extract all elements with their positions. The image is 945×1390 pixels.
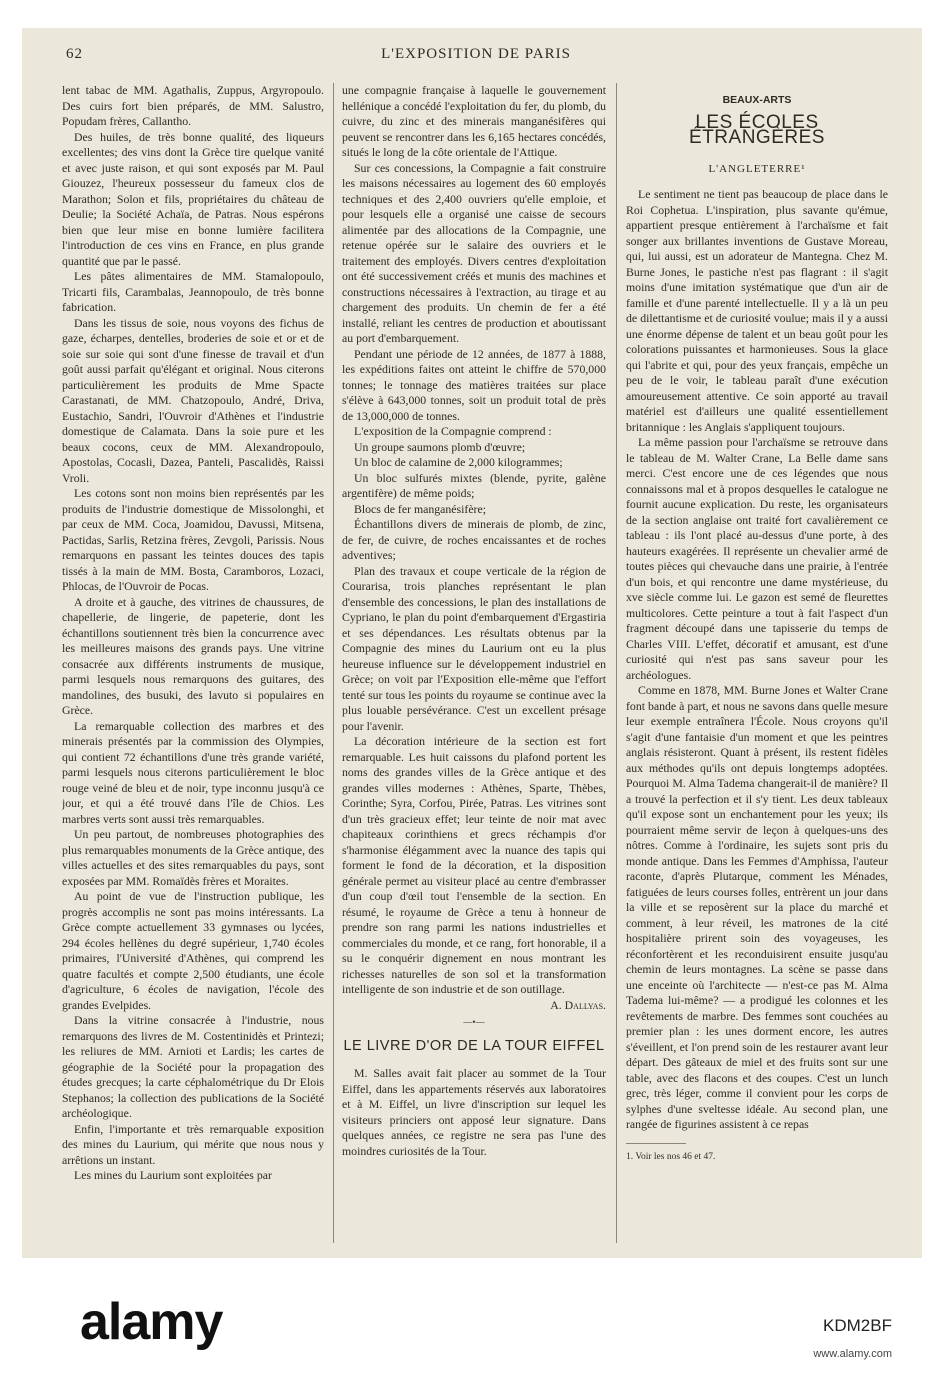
image-id: KDM2BF <box>823 1316 892 1335</box>
paragraph: Les pâtes alimentaires de MM. Stamalopoulo, Tricarti fils, Carambalas, Jeannopoulo, de très bonne fabrication. <box>62 269 324 314</box>
page-header <box>66 46 886 68</box>
paragraph: Dans les tissus de soie, nous voyons des fichus de gaze, écharpes, dentelles, broderies de soie et or et de soie sur soie qui sont d'une finesse de travail et d'un goût aussi parfait qu'élégant et original. Nous citerons particulièrement les produits de Mme Spacte Carastanati, de MM. Chatzopoulo, André, Driva, Eustachio, Sandri, l'Ouvroir d'Athènes et l'industrie domestique de Calamata. Dans la soie pure et les beaux cocons, ceux de MM. Alexandropoulo, Apostolas, Cocasli, Dazea, Panteli, Pascalidès, Raissi Vroli. <box>62 315 324 485</box>
paragraph: Un bloc sulfurés mixtes (blende, pyrite, galène argentifère) de même poids; <box>342 470 606 500</box>
paragraph: La décoration intérieure de la section est fort remarquable. Les huit caissons du plafond portent les noms des grandes villes de la Grèce antique et des grandes villes modernes : Athènes, Sparte, Thèbes, Corinthe; Syra, Corfou, Pirée, Patras. Les vitrines sont d'un très gracieux effet; leur teinte de noir mat avec chapiteaux corinthiens et grecs réchampis d'or s'harmonise élégamment avec la nuance des tapis qui forment le fond de la décoration, et la disposition générale permet au visiteur placé au centre d'embrasser d'un coup d'œil tout l'ensemble de la section. En résumé, le royaume de Grèce a tenu à honneur de prendre son rang parmi les nations industrielles et commerciales du monde, et ce rang, fort honorable, il a su le conquérir dignement en nous montrant les richesses naturelles de son sol et la transformation intelligente de son industrie et de son outillage. <box>342 734 606 996</box>
article-heading-livre-dor: LE LIVRE D'OR DE LA TOUR EIFFEL <box>343 1037 605 1054</box>
paragraph: Le sentiment ne tient pas beaucoup de place dans le Roi Cophetua. L'inspiration, plus savante qu'émue, appartient presque entièrement à l'archaïsme et fait songer aux brillantes inventions de Gustave Moreau, qui, lui aussi, est un adorateur de Mantegna. Chez M. Burne Jones, le pastiche n'est pas flagrant : il s'agit moins d'une imitation systématique que d'un air de famille et d'une parenté intellectuelle. Il y a là un peu de dilettantisme et de curiosité voulue; mais il y a aussi une énorme dépense de talent et un beau goût pour les colorations puissantes et harmonieuses. Sous la glace qui l'abrite et qui, pour des yeux français, empêche un peu de le voir, le tableau paraît d'une exécution amoureusement attentive. Ce soin apporté au travail matériel est d'ailleurs une qualité essentiellement britannique : les Anglais s'appliquent toujours. <box>626 187 888 434</box>
paragraph: Un bloc de calamine de 2,000 kilogrammes; <box>354 455 563 469</box>
paragraph: lent tabac de MM. Agathalis, Zuppus, Argyropoulo. Des cuirs fort bien préparés, de MM. Salustro, Popudam frères, Callantho. <box>62 83 324 128</box>
paragraph: Les cotons sont non moins bien représentés par les produits de l'industrie domestique de Missolonghi, et par ceux de MM. Coca, Joamidou, Davussi, Mitsena, Pactidas, Sarlis, Retzina frères, Zevgoli, Parissis. Nous remarquons en passant les teintes douces des tapis tissés à la main de MM. Bosta, Caramboros, Lozaci, Phlocas, de l'Ouvroir de Pocas. <box>62 486 324 593</box>
paragraph: Plan des travaux et coupe verticale de la région de Courarisa, trois planches représentant le plan d'ensemble des concessions, le plan des installations de Cypriano, le plan du point d'embarquement d'Ergastiria et ses dépendances. Les résultats obtenus par la Compagnie des mines du Laurium ont eu la plus heureuse influence sur le développement industriel en Grèce; on voit par l'Exposition elle-même que l'effort tenté sur tous les points du royaume se continue avec la plus louable persévérance. C'est un excellent présage pour l'avenir. <box>342 563 606 733</box>
paragraph: M. Salles avait fait placer au sommet de la Tour Eiffel, dans les appartements réservés aux laboratoires et à M. Eiffel, un livre d'inscription sur lequel les visiteurs princiers ont apposé leur signature. Dans quelques années, ce registre ne sera pas l'une des moindres curiosités de la Tour. <box>342 1066 606 1158</box>
paragraph: L'exposition de la Compagnie comprend : <box>354 424 552 438</box>
paragraph: Échantillons divers de minerais de plomb, de zinc, de fer, de cuivre, de roches encaissantes et de roches adventives; <box>342 517 606 562</box>
paragraph: Dans la vitrine consacrée à l'industrie, nous remarquons des livres de M. Costentinidès et Printezi; les reliures de MM. Arnioti et Lardis; les cartes de géographie de la Société pour la propagation des études grecques; la carte céphalométrique du Dr Elois Stephanos; la collection des publications de la Société archéologique. <box>62 1013 324 1120</box>
paragraph: La même passion pour l'archaïsme se retrouve dans le tableau de M. Walter Crane, La Belle dame sans merci. C'est encore une de ces légendes que nous connaissons mal et à propos desquelles le catalogue ne fournit aucune explication. Du reste, les organisateurs de la section anglaise ont traité fort cavalièrement ce tableau : ils l'ont placé au-dessus d'une porte, à des hauteurs exagérées. Il représente un chevalier armé de toutes pièces qui chevauche dans une prairie, à l'entrée d'un bois, et qui rencontre une dame mystérieuse, du xve siècle comme lui. Le gazon est semé de fleurettes multicolores. Cette peinture a tout à fait l'aspect d'un fragment découpé dans une tapisserie du temps de Charles VIII. L'effet, décoratif et amusant, est d'une curiosité qui n'est pas sans saveur pour les archéologues. <box>626 435 888 682</box>
watermark-url: www.alamy.com <box>813 1348 892 1360</box>
section-divider: —•— <box>463 1017 485 1027</box>
footnote-rule <box>626 1143 686 1144</box>
paragraph: Des huiles, de très bonne qualité, des liqueurs excellentes; des vins dont la Grèce tire quelque vanité et avec juste raison, et qui sont exposés par M. Paul Giouzez, l'heureux possesseur du fameux clos de Marathon; Solon et fils, propriétaires du château de Deulie; la Société Achaïa, de Patras. Nous espérons bien que leur mise en bonne lumière facilitera l'introduction de ces vins en France, en plus grande quantité que par le passé. <box>62 129 324 268</box>
article-signature: A. Dallyas. <box>550 997 606 1012</box>
column-rule-left <box>333 83 334 1243</box>
paragraph: Comme en 1878, MM. Burne Jones et Walter Crane font bande à part, et nous ne savons dans quelle mesure leur exemple entraînera l'École. Nous croyons qu'il s'agit d'une fantaisie d'un moment et que les peintres anglais résisteront. Quant à présent, ils restent fidèles aux méthodes qu'ils ont depuis longtemps adoptées. Pourquoi M. Alma Tadema changerait-il de manière? Il a trouvé la perfection et il s'y tient. Les deux tableaux qu'il expose sont un enchantement pour les yeux; ils pourraient même servir de leçon à quelques-uns des nôtres. Comme à l'ordinaire, les sujets sont pris du monde antique. Dans les Femmes d'Amphissa, l'auteur raconte, d'après Plutarque, comment les Ménades, fatiguées de leurs courses folles, entrèrent un jour dans la ville et se reposèrent sur la place du marché et comment, à leur réveil, les matrones de la cité hospitalière prirent soin des voyageuses, les réconfortèrent et les reconduisirent ensuite jusqu'au chemin de leurs montagnes. La scène se passe dans une enceinte où l'architecte — n'est-ce pas M. Alma Tadema lui-même? — a prodigué les colonnes et les revêtements de marbre. Des femmes sont couchées au premier plan : les unes dorment encore, les autres s'éveillent, et l'on prend soin de les restaurer avant leur départ. Des gâteaux de miel et des fruits sont sur une table, avec des flacons et des coupes. C'est un lunch grec, très léger, comme il convient pour les corps de sylphes d'une sveltesse idéale. Au second plan, une rangée de figurines assistent à ce repas <box>626 683 888 1131</box>
article-subheading: L'ANGLETERRE¹ <box>708 162 806 175</box>
paragraph: Blocs de fer manganésifère; <box>354 501 487 516</box>
paragraph: Un groupe saumons plomb d'œuvre; <box>354 439 526 454</box>
paragraph: Sur ces concessions, la Compagnie a fait construire les maisons nécessaires au logement des 60 employés techniques et des 2,400 ouvriers qu'elle emploie, et pour lesquels elle a organisé une caisse de secours alimentée par des allocations de la Compagnie, une retenue opérée sur le salaire des ouvriers et le traitement des employés. Divers centres d'exploitation ont été successivement créés et munis des machines et constructions nécessaires à l'extraction, au tirage et au chargement des produits. Un chemin de fer a été installé, reliant les centres de production et aboutissant au port d'embarquement. <box>342 160 606 345</box>
alamy-logo: alamy <box>80 1293 223 1351</box>
paragraph: Au point de vue de l'instruction publique, les progrès accomplis ne sont pas moins intéressants. La Grèce compte actuellement 33 gymnases ou lycées, 294 écoles hellènes du degré supérieur, 1,740 écoles primaires, l'Université d'Athènes, qui comprend les quatre facultés et compte 2,500 étudiants, une école d'agriculture, 6 écoles de navigation, l'école des grandes Evelpides. <box>62 889 324 1012</box>
paragraph: Les mines du Laurium sont exploitées par <box>74 1168 272 1182</box>
column-2 <box>342 83 606 1248</box>
paragraph: La remarquable collection des marbres et des minerais présentés par la commission des Olympies, qui contient 72 échantillons d'une très grande variété, parmi lesquels nous citerons particulièrement le bloc rouge veiné de bleu et de noir, type inconnu jusqu'à ce jour, et qui a été trouvé dans l'île de Chios. Les marbres verts sont aussi très remarquables. <box>62 718 324 826</box>
newspaper-page <box>22 28 922 1258</box>
footnote: 1. Voir les nos 46 et 47. <box>626 1151 716 1162</box>
column-rule-right <box>616 83 617 1243</box>
paragraph: A droite et à gauche, des vitrines de chaussures, de chapellerie, de lingerie, de papeterie, dont les échantillons soutiennent très bien la concurrence avec les meilleures maisons des grands pays. Une vitrine consacrée aux différents instruments de musique, parmi lesquels nous remarquons des guitares, des mandolines, des busuki, des lavuto si populaires en Grèce. <box>62 594 324 717</box>
journal-title: L'EXPOSITION DE PARIS <box>381 46 571 62</box>
section-kicker: BEAUX-ARTS <box>722 94 792 106</box>
page-number: 62 <box>66 46 83 62</box>
column-3 <box>626 83 888 1248</box>
paragraph: Pendant une période de 12 années, de 1877 à 1888, les expéditions faites ont atteint le chiffre de 570,000 tonnes; le tonnage des matières traitées sur place s'élève à 643,000 tonnes, soit un produit total de près de 13,000,000 de tonnes. <box>342 346 606 423</box>
stock-watermark-band <box>22 1258 922 1390</box>
paragraph: Enfin, l'importante et très remarquable exposition des mines du Laurium, qui mérite que nous nous y arrêtions un instant. <box>62 1121 324 1167</box>
column-1 <box>62 83 324 1248</box>
article-heading-ecoles: LES ÉCOLES ÉTRANGÈRES <box>689 111 825 148</box>
paragraph: Un peu partout, de nombreuses photographies des plus remarquables monuments de la Grèce antique, des villes actuelles et des sites remarquables du pays, sont exposées par MM. Romaïdès frères et Moraites. <box>62 827 324 888</box>
paragraph: une compagnie française à laquelle le gouvernement hellénique a concédé l'exploitation du fer, du plomb, du cuivre, du zinc et des minerais manganésifères qui peuvent se rencontrer dans les 6,165 hectares concédés, situés le long de la côte orientale de l'Attique. <box>342 83 606 159</box>
